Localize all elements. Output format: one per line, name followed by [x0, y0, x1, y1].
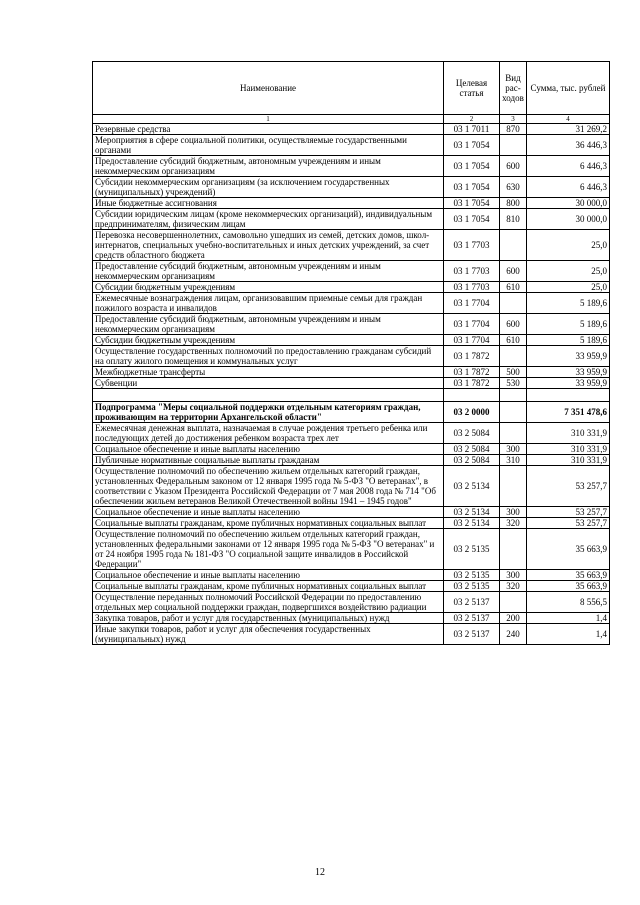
row-sum-cell: 310 331,9 [527, 444, 610, 455]
table-row [93, 282, 610, 293]
row-name-cell: Предоставление субсидий бюджетным, автономным учреждениям и иным некоммерческим организациям [93, 314, 444, 335]
row-sum-cell: 35 663,9 [527, 570, 610, 581]
row-sum-cell: 5 189,6 [527, 335, 610, 346]
table-row [93, 507, 610, 518]
row-vid-cell: 300 [500, 507, 527, 518]
row-name-cell: Иные бюджетные ассигнования [93, 198, 444, 209]
row-sum-cell: 30 000,0 [527, 209, 610, 230]
row-code-cell: 03 1 7054 [444, 198, 500, 209]
row-sum-cell: 1,4 [527, 613, 610, 624]
row-name-cell: Социальные выплаты гражданам, кроме публичных нормативных социальных выплат [93, 518, 444, 529]
table-row [93, 378, 610, 389]
table-row [93, 570, 610, 581]
table-row [93, 314, 610, 335]
row-code-cell: 03 1 7703 [444, 261, 500, 282]
table-row [93, 198, 610, 209]
row-code-cell: 03 1 7704 [444, 293, 500, 314]
row-sum-cell: 25,0 [527, 230, 610, 261]
row-code-cell: 03 1 7054 [444, 209, 500, 230]
header-sum: Сумма, тыс. рублей [527, 62, 610, 115]
row-vid-cell [500, 389, 527, 402]
row-code-cell [444, 389, 500, 402]
row-sum-cell: 310 331,9 [527, 455, 610, 466]
row-name-cell: Субсидии юридическим лицам (кроме некоммерческих организаций), индивидуальным предпринимателям, физическим лицам [93, 209, 444, 230]
row-sum-cell: 53 257,7 [527, 466, 610, 507]
row-vid-cell: 610 [500, 282, 527, 293]
row-vid-cell: 240 [500, 624, 527, 645]
row-code-cell: 03 2 5134 [444, 518, 500, 529]
row-name-cell: Ежемесячные вознаграждения лицам, организовавшим приемные семьи для граждан пожилого возраста и инвалидов [93, 293, 444, 314]
table-row [93, 613, 610, 624]
header-name: Наименование [93, 62, 444, 115]
row-name-cell: Предоставление субсидий бюджетным, автономным учреждениям и иным некоммерческим организациям [93, 261, 444, 282]
row-name-cell: Субсидии бюджетным учреждениям [93, 282, 444, 293]
row-code-cell: 03 2 5137 [444, 613, 500, 624]
row-code-cell: 03 2 5135 [444, 570, 500, 581]
table-row [93, 529, 610, 570]
row-sum-cell: 53 257,7 [527, 518, 610, 529]
row-code-cell: 03 2 5137 [444, 592, 500, 613]
table-row [93, 367, 610, 378]
row-vid-cell [500, 423, 527, 444]
page-number: 12 [315, 867, 325, 878]
row-name-cell: Субвенции [93, 378, 444, 389]
row-vid-cell [500, 402, 527, 423]
row-vid-cell: 500 [500, 367, 527, 378]
row-vid-cell [500, 346, 527, 367]
row-sum-cell: 31 269,2 [527, 124, 610, 135]
row-name-cell: Публичные нормативные социальные выплаты гражданам [93, 455, 444, 466]
row-code-cell: 03 1 7703 [444, 230, 500, 261]
column-index: 3 [500, 115, 527, 124]
row-vid-cell: 320 [500, 581, 527, 592]
row-name-cell: Перевозка несовершеннолетних, самовольно ушедших из семей, детских домов, школ-интернатов, специальных учебно-воспитательных и иных детских учреждений, за счет средств областного бюджета [93, 230, 444, 261]
table-row [93, 177, 610, 198]
row-vid-cell: 310 [500, 455, 527, 466]
table-row [93, 261, 610, 282]
row-sum-cell: 6 446,3 [527, 156, 610, 177]
table-row [93, 423, 610, 444]
row-name-cell: Предоставление субсидий бюджетным, автономным учреждениям и иным некоммерческим организациям [93, 156, 444, 177]
row-sum-cell: 53 257,7 [527, 507, 610, 518]
table-row [93, 444, 610, 455]
row-name-cell: Межбюджетные трансферты [93, 367, 444, 378]
row-name-cell: Социальные выплаты гражданам, кроме публичных нормативных социальных выплат [93, 581, 444, 592]
row-sum-cell: 5 189,6 [527, 314, 610, 335]
row-vid-cell: 300 [500, 570, 527, 581]
row-vid-cell: 630 [500, 177, 527, 198]
row-code-cell: 03 1 7872 [444, 367, 500, 378]
table-row [93, 209, 610, 230]
row-code-cell: 03 1 7054 [444, 177, 500, 198]
table-row [93, 135, 610, 156]
row-sum-cell: 35 663,9 [527, 581, 610, 592]
table-row [93, 455, 610, 466]
row-sum-cell: 33 959,9 [527, 367, 610, 378]
row-code-cell: 03 2 5084 [444, 455, 500, 466]
table-row [93, 402, 610, 423]
row-sum-cell: 7 351 478,6 [527, 402, 610, 423]
row-sum-cell: 6 446,3 [527, 177, 610, 198]
row-code-cell: 03 1 7704 [444, 335, 500, 346]
row-name-cell: Закупка товаров, работ и услуг для государственных (муниципальных) нужд [93, 613, 444, 624]
row-sum-cell: 35 663,9 [527, 529, 610, 570]
row-sum-cell [527, 389, 610, 402]
row-name-cell: Резервные средства [93, 124, 444, 135]
table-row [93, 624, 610, 645]
row-vid-cell [500, 293, 527, 314]
row-name-cell: Осуществление полномочий по обеспечению жильем отдельных категорий граждан, установленных федеральными законами от 12 января 1995 года № 5-ФЗ "О ветеранах" и от 24 ноября 1995 года № 181-ФЗ "О социальной защите инвалидов в Российской Федерации" [93, 529, 444, 570]
row-vid-cell: 200 [500, 613, 527, 624]
row-code-cell: 03 2 5084 [444, 423, 500, 444]
row-sum-cell: 25,0 [527, 261, 610, 282]
row-code-cell: 03 1 7703 [444, 282, 500, 293]
row-code-cell: 03 1 7054 [444, 135, 500, 156]
row-sum-cell: 30 000,0 [527, 198, 610, 209]
row-vid-cell [500, 230, 527, 261]
column-index: 2 [444, 115, 500, 124]
row-name-cell [93, 389, 444, 402]
row-vid-cell: 600 [500, 156, 527, 177]
row-name-cell: Мероприятия в сфере социальной политики, осуществляемые государственными органами [93, 135, 444, 156]
row-code-cell: 03 1 7872 [444, 378, 500, 389]
row-name-cell: Социальное обеспечение и иные выплаты населению [93, 444, 444, 455]
table-row [93, 592, 610, 613]
header-code: Целевая статья [444, 62, 500, 115]
row-vid-cell: 810 [500, 209, 527, 230]
table-row [93, 466, 610, 507]
row-name-cell: Социальное обеспечение и иные выплаты населению [93, 507, 444, 518]
row-code-cell: 03 2 5137 [444, 624, 500, 645]
row-name-cell: Осуществление полномочий по обеспечению жильем отдельных категорий граждан, установленных Федеральным законом от 12 января 1995 года № 5-ФЗ "О ветеранах", в соответствии с Указом Президента Российской Федерации от 7 мая 2008 года № 714 "Об обеспечении жильем ветеранов Великой Отечественной войны 1941 – 1945 годов" [93, 466, 444, 507]
row-name-cell: Ежемесячная денежная выплата, назначаемая в случае рождения третьего ребенка или последующих детей до достижения ребенком возраста трех лет [93, 423, 444, 444]
table-row [93, 581, 610, 592]
row-name-cell: Социальное обеспечение и иные выплаты населению [93, 570, 444, 581]
row-sum-cell: 36 446,3 [527, 135, 610, 156]
table-row [93, 156, 610, 177]
row-name-cell: Подпрограмма "Меры социальной поддержки отдельным категориям граждан, проживающим на территории Архангельской области" [93, 402, 444, 423]
row-sum-cell: 33 959,9 [527, 346, 610, 367]
column-index: 4 [527, 115, 610, 124]
row-code-cell: 03 1 7011 [444, 124, 500, 135]
row-sum-cell: 25,0 [527, 282, 610, 293]
table-row [93, 346, 610, 367]
table-row [93, 293, 610, 314]
row-sum-cell: 310 331,9 [527, 423, 610, 444]
row-code-cell: 03 2 5135 [444, 581, 500, 592]
table-row [93, 335, 610, 346]
row-name-cell: Субсидии некоммерческим организациям (за исключением государственных (муниципальных) учреждений) [93, 177, 444, 198]
row-code-cell: 03 2 5135 [444, 529, 500, 570]
row-code-cell: 03 1 7054 [444, 156, 500, 177]
row-sum-cell: 5 189,6 [527, 293, 610, 314]
row-vid-cell [500, 135, 527, 156]
row-code-cell: 03 1 7872 [444, 346, 500, 367]
column-index: 1 [93, 115, 444, 124]
table-row [93, 518, 610, 529]
row-name-cell: Иные закупки товаров, работ и услуг для обеспечения государственных (муниципальных) нужд [93, 624, 444, 645]
row-vid-cell: 600 [500, 314, 527, 335]
row-sum-cell: 8 556,5 [527, 592, 610, 613]
budget-table [92, 61, 610, 645]
row-vid-cell: 300 [500, 444, 527, 455]
header-vid: Вид рас-ходов [500, 62, 527, 115]
row-vid-cell: 320 [500, 518, 527, 529]
row-vid-cell: 530 [500, 378, 527, 389]
row-vid-cell: 870 [500, 124, 527, 135]
row-vid-cell [500, 592, 527, 613]
row-vid-cell: 610 [500, 335, 527, 346]
row-code-cell: 03 2 0000 [444, 402, 500, 423]
row-vid-cell: 600 [500, 261, 527, 282]
row-sum-cell: 1,4 [527, 624, 610, 645]
document-page [92, 61, 607, 645]
table-row [93, 389, 610, 402]
row-vid-cell: 800 [500, 198, 527, 209]
table-row [93, 124, 610, 135]
row-name-cell: Осуществление государственных полномочий по предоставлению гражданам субсидий на оплату жилого помещения и коммунальных услуг [93, 346, 444, 367]
row-vid-cell [500, 466, 527, 507]
row-code-cell: 03 2 5134 [444, 466, 500, 507]
row-vid-cell [500, 529, 527, 570]
row-name-cell: Осуществление переданных полномочий Российской Федерации по предоставлению отдельных мер социальной поддержки граждан, подвергшихся воздействию радиации [93, 592, 444, 613]
column-index-row [93, 115, 610, 124]
row-sum-cell: 33 959,9 [527, 378, 610, 389]
table-body [93, 124, 610, 645]
table-header-row [93, 62, 610, 115]
row-code-cell: 03 1 7704 [444, 314, 500, 335]
row-code-cell: 03 2 5084 [444, 444, 500, 455]
row-name-cell: Субсидии бюджетным учреждениям [93, 335, 444, 346]
row-code-cell: 03 2 5134 [444, 507, 500, 518]
table-row [93, 230, 610, 261]
